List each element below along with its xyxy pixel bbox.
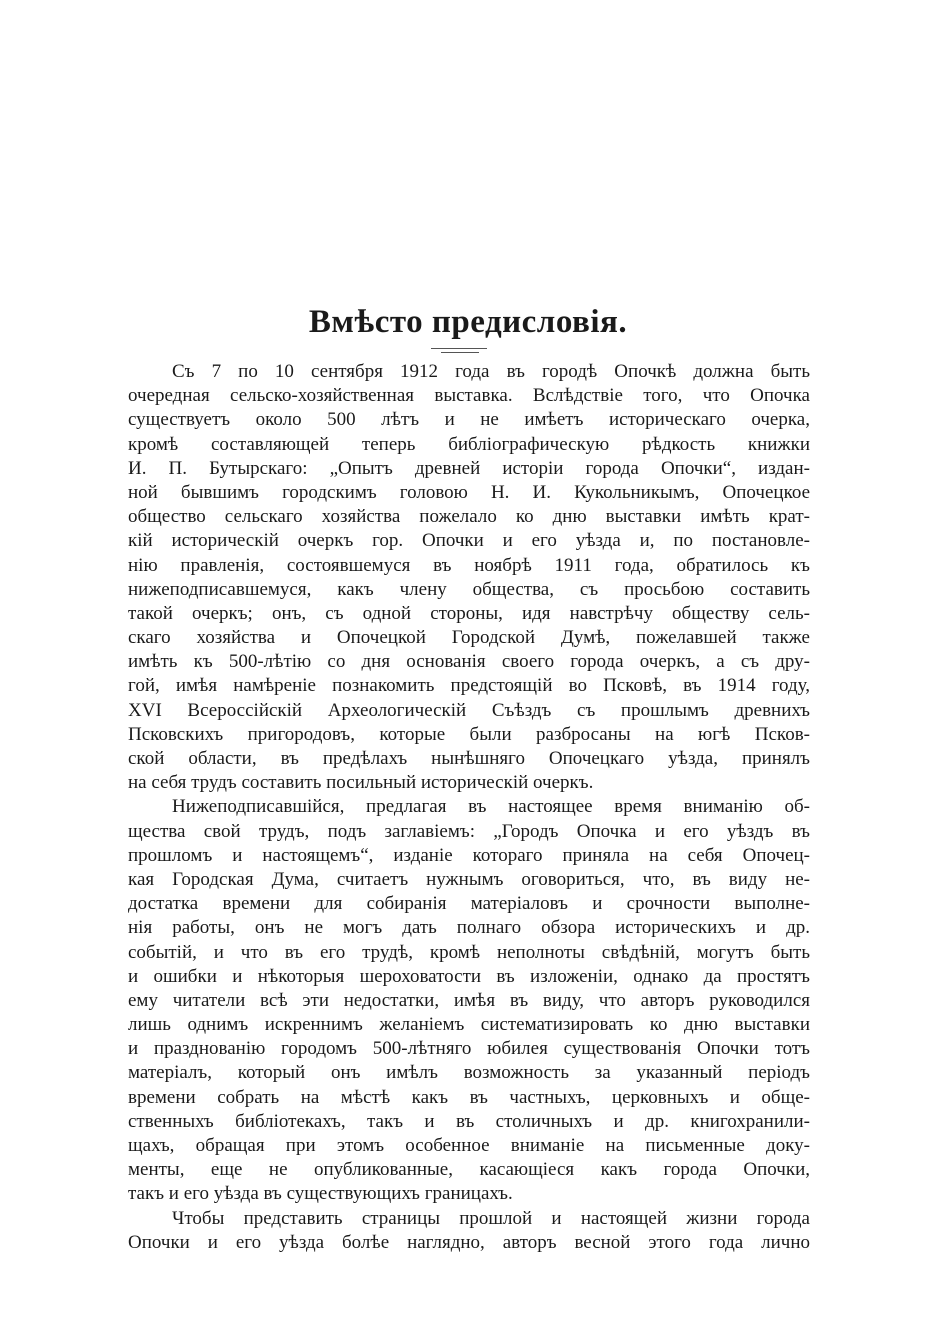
text-line: времени собрать на мѣстѣ какъ въ частныхъ, церковныхъ и обще- [128, 1086, 810, 1108]
text-line: ему читатели всѣ эти недостатки, имѣя въ виду, что авторъ руководился [128, 989, 810, 1011]
text-line: щахъ, обращая при этомъ особенное вниманіе на письменные доку- [128, 1135, 810, 1156]
text-line: лишь однимъ искреннимъ желаніемъ систематизировать ко дню выставки [128, 1014, 810, 1036]
text-line: И. П. Бутырскаго: „Опытъ древней исторіи города Опочки“, издан- [128, 457, 810, 479]
text-line: кромѣ составляющей теперь библіографическую рѣдкость книжки [128, 433, 810, 455]
text-line: и ошибки и нѣкоторыя шероховатости въ изложеніи, однако да простятъ [128, 965, 810, 987]
text-line: прошломъ и настоящемъ“, изданіе котораго приняла на себя Опочец- [128, 844, 810, 866]
text-line: общество сельскаго хозяйства пожелало ко дню выставки имѣть крат- [128, 506, 810, 528]
title-underline-short [441, 352, 479, 353]
text-line: достатка времени для собиранія матеріаловъ и срочности выполне- [128, 893, 810, 915]
text-line: скаго хозяйства и Опочецкой Городской Думѣ, пожелавшей также [128, 627, 810, 649]
text-line: очередная сельско-хозяйственная выставка. Вслѣдствіе того, что Опочка [128, 385, 810, 407]
text-line: событій, и что въ его трудѣ, кромѣ неполноты свѣдѣній, могутъ быть [128, 941, 810, 963]
page-title: Вмѣсто предисловія. [308, 304, 628, 340]
text-line: такой очеркъ; онъ, съ одной стороны, идя навстрѣчу обществу сель- [128, 602, 810, 624]
text-line: щества свой трудъ, подъ заглавіемъ: „Городъ Опочка и его уѣздъ въ [128, 820, 810, 842]
text-line: Опочки и его уѣзда болѣе наглядно, авторъ весной этого года лично [128, 1231, 810, 1253]
text-line: нія работы, онъ не могъ дать полнаго обзора историческихъ и др. [128, 917, 810, 939]
text-line: Псковскихъ пригородовъ, которые были разбросаны на югѣ Псков- [128, 723, 810, 745]
text-line: Чтобы представить страницы прошлой и настоящей жизни города [172, 1207, 810, 1229]
text-line: кая Городская Дума, считаетъ нужнымъ оговориться, что, въ виду не- [128, 868, 810, 890]
text-line: ской области, въ предѣлахъ нынѣшняго Опочецкаго уѣзда, принялъ [128, 748, 810, 769]
text-line: такъ и его уѣзда въ существующихъ границахъ. [128, 1183, 513, 1205]
text-line: нію правленія, состоявшемуся въ ноябрѣ 1911 года, обратилось къ [128, 554, 810, 576]
text-line: Съ 7 по 10 сентября 1912 года въ городѣ Опочкѣ должна быть [172, 361, 810, 382]
text-line: XVI Всероссійскій Археологическій Съѣздъ съ прошлымъ древнихъ [128, 699, 810, 721]
text-line: на себя трудъ составить посильный историческій очеркъ. [128, 772, 594, 794]
text-line: нижеподписавшемуся, какъ члену общества, съ просьбою составить [128, 578, 810, 600]
text-line: Нижеподписавшійся, предлагая въ настоящее время вниманію об- [172, 796, 810, 818]
body-text [128, 360, 810, 1255]
title-underline [431, 348, 487, 349]
text-line: гой, имѣя намѣреніе познакомить предстоящій во Псковѣ, въ 1914 году, [128, 675, 810, 697]
text-line: менты, еще не опубликованные, касающіеся какъ города Опочки, [128, 1159, 810, 1181]
text-line: ной бывшимъ городскимъ головою Н. И. Кукольникымъ, Опочецкое [128, 481, 810, 503]
text-line: кій историческій очеркъ гор. Опочки и его уѣзда и, по постановле- [128, 530, 810, 552]
text-line: матеріалъ, который онъ имѣлъ возможность за указанный періодъ [128, 1062, 810, 1084]
text-line: и празднованію городомъ 500-лѣтняго юбилея существованія Опочки тотъ [128, 1038, 810, 1060]
text-line: имѣть къ 500-лѣтію со дня основанія своего города очеркъ, а съ дру- [128, 651, 810, 673]
text-line: существуетъ около 500 лѣтъ и не имѣетъ историческаго очерка, [128, 409, 810, 431]
text-line: ственныхъ библіотекахъ, такъ и въ столичныхъ и др. книгохранили- [128, 1110, 810, 1132]
